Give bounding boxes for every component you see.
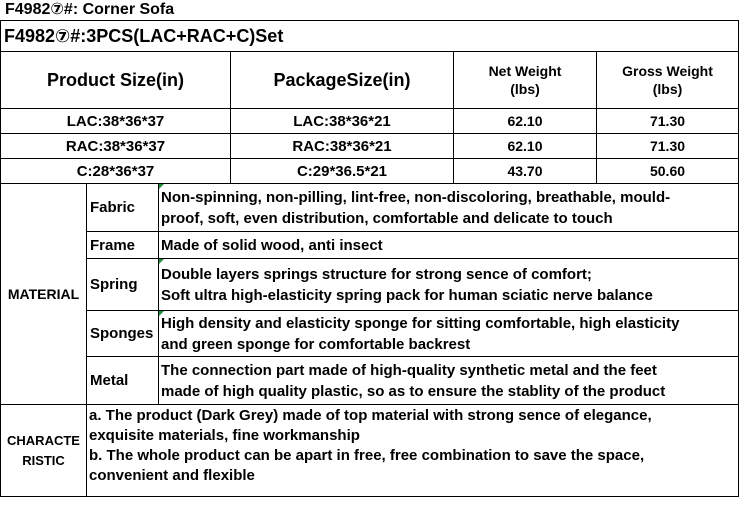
material-desc-sponges	[159, 311, 739, 357]
package-size-cell: RAC:38*36*21	[231, 134, 454, 159]
material-desc-metal	[159, 357, 739, 405]
corner-mark-icon	[159, 259, 164, 264]
desc-line: Double layers springs structure for strong sence of comfort;	[161, 265, 592, 283]
spec-table	[0, 20, 739, 497]
desc-line: exquisite materials, fine workmanship	[89, 427, 360, 444]
product-size-cell: C:28*36*37	[1, 159, 231, 184]
material-name-sponges: Sponges	[87, 311, 159, 357]
material-label: MATERIAL	[1, 184, 87, 405]
package-size-header: PackageSize(in)	[231, 52, 454, 109]
material-desc-spring	[159, 259, 739, 311]
net-weight-cell: 62.10	[454, 134, 597, 159]
net-weight-header-line2: (lbs)	[510, 81, 540, 97]
material-name-fabric: Fabric	[87, 184, 159, 232]
desc-line: and green sponge for comfortable backrest	[161, 335, 471, 353]
material-desc-fabric	[159, 184, 739, 232]
desc-line: Soft ultra high-elasticity spring pack for human sciatic nerve balance	[161, 286, 653, 304]
desc-line: proof, soft, even distribution, comfortable and delicate to touch	[161, 209, 613, 227]
characteristic-label	[1, 405, 87, 497]
page-title: F4982⑦#: Corner Sofa	[5, 1, 175, 18]
table-row	[1, 159, 739, 184]
desc-line: The connection part made of high-quality synthetic metal and the feet	[161, 361, 657, 379]
set-title: F4982⑦#:3PCS(LAC+RAC+C)Set	[1, 21, 739, 52]
desc-line: made of high quality plastic, so as to ensure the stablity of the product	[161, 382, 666, 400]
table-row	[1, 109, 739, 134]
product-size-cell: RAC:38*36*37	[1, 134, 231, 159]
product-size-header: Product Size(in)	[1, 52, 231, 109]
desc-line: convenient and flexible	[89, 467, 255, 484]
material-name-frame: Frame	[87, 232, 159, 259]
material-name-spring: Spring	[87, 259, 159, 311]
characteristic-label-line2: RISTIC	[22, 452, 65, 468]
desc-line: Made of solid wood, anti insect	[161, 236, 383, 254]
gross-weight-header-line2: (lbs)	[652, 81, 683, 97]
gross-weight-cell: 50.60	[597, 159, 739, 184]
net-weight-header-line1: Net Weight	[488, 63, 562, 79]
material-desc-frame	[159, 232, 739, 259]
package-size-cell: C:29*36.5*21	[231, 159, 454, 184]
desc-line: b. The whole product can be apart in free, free combination to save the space,	[89, 447, 645, 464]
net-weight-cell: 62.10	[454, 109, 597, 134]
product-size-cell: LAC:38*36*37	[1, 109, 231, 134]
gross-weight-header-line1: Gross Weight	[622, 63, 713, 79]
gross-weight-header	[597, 52, 739, 109]
net-weight-header	[454, 52, 597, 109]
table-row	[1, 134, 739, 159]
material-name-metal: Metal	[87, 357, 159, 405]
corner-mark-icon	[159, 311, 164, 316]
desc-line: a. The product (Dark Grey) made of top material with strong sence of elegance,	[89, 407, 652, 424]
corner-mark-icon	[159, 184, 164, 189]
net-weight-cell: 43.70	[454, 159, 597, 184]
gross-weight-cell: 71.30	[597, 134, 739, 159]
desc-line: High density and elasticity sponge for sitting comfortable, high elasticity	[161, 314, 680, 332]
package-size-cell: LAC:38*36*21	[231, 109, 454, 134]
gross-weight-cell: 71.30	[597, 109, 739, 134]
characteristic-desc	[87, 405, 739, 497]
desc-line: Non-spinning, non-pilling, lint-free, non-discoloring, breathable, mould-	[161, 188, 671, 206]
characteristic-label-line1: CHARACTE	[7, 432, 80, 448]
